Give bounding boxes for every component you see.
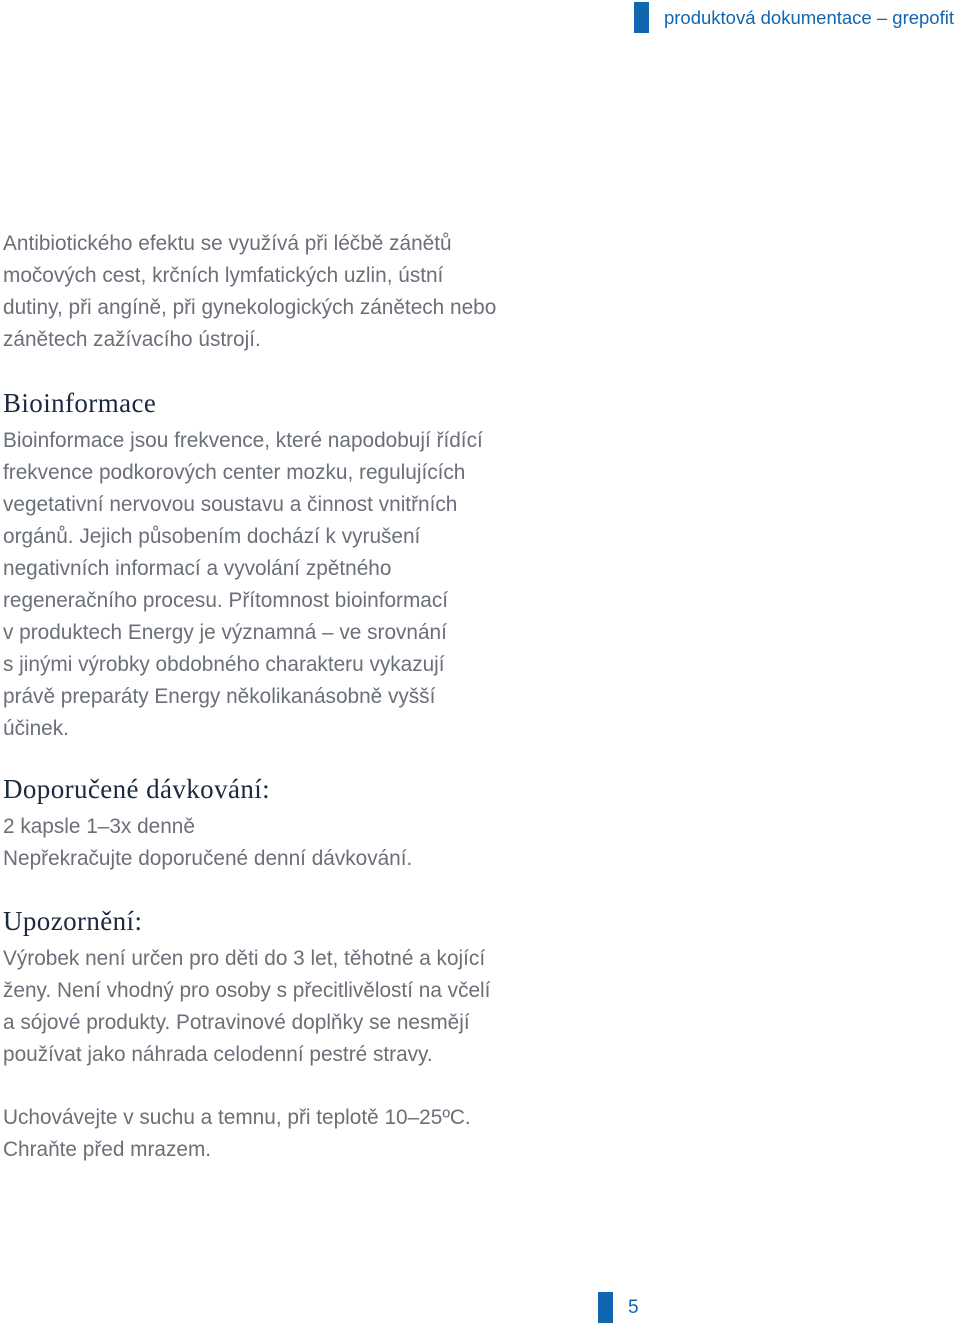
- intro-line: zánětech zažívacího ústrojí.: [3, 328, 261, 351]
- page-header: [634, 2, 954, 33]
- davkovani-line: Nepřekračujte doporučené denní dávkování.: [3, 847, 413, 870]
- bioinformace-line: frekvence podkorových center mozku, regulujících: [3, 461, 466, 484]
- footer-accent-bar: [598, 1292, 613, 1323]
- intro-line: Antibiotického efektu se využívá při léčbě zánětů: [3, 232, 452, 255]
- skladovani-paragraph: [3, 1102, 471, 1166]
- bioinformace-paragraph: [3, 425, 483, 745]
- intro-paragraph: [3, 228, 496, 356]
- bioinformace-line: vegetativní nervovou soustavu a činnost vnitřních: [3, 493, 458, 516]
- page-number: 5: [628, 1296, 639, 1318]
- skladovani-line: Chraňte před mrazem.: [3, 1138, 212, 1161]
- bioinformace-heading: Bioinformace: [3, 388, 157, 418]
- bioinformace-line: regeneračního procesu. Přítomnost bioinformací: [3, 589, 449, 612]
- bioinformace-line: orgánů. Jejich působením dochází k vyrušení: [3, 525, 421, 548]
- header-title: produktová dokumentace – grepofit: [663, 6, 954, 28]
- upozorneni-paragraph: [3, 943, 490, 1071]
- upozorneni-heading: Upozornění:: [3, 906, 143, 936]
- bioinformace-line: Bioinformace jsou frekvence, které napodobují řídící: [3, 429, 483, 452]
- upozorneni-line: a sójové produkty. Potravinové doplňky se nesmějí: [3, 1011, 470, 1034]
- bioinformace-line: s jinými výrobky obdobného charakteru vykazují: [3, 653, 445, 676]
- bioinformace-line: v produktech Energy je významná – ve srovnání: [3, 621, 447, 644]
- bioinformace-line: právě preparáty Energy několikanásobně vyšší: [3, 685, 436, 708]
- skladovani-line: Uchovávejte v suchu a temnu, při teplotě 10–25ºC.: [3, 1106, 471, 1129]
- upozorneni-line: používat jako náhrada celodenní pestré stravy.: [3, 1043, 433, 1066]
- upozorneni-line: Výrobek není určen pro děti do 3 let, těhotné a kojící: [3, 947, 486, 970]
- page-footer: [598, 1292, 639, 1323]
- davkovani-heading: Doporučené dávkování:: [3, 774, 271, 804]
- header-accent-bar: [634, 2, 649, 33]
- davkovani-paragraph: [3, 811, 412, 875]
- intro-line: močových cest, krčních lymfatických uzlin, ústní: [3, 264, 444, 287]
- upozorneni-line: ženy. Není vhodný pro osoby s přecitlivělostí na včelí: [3, 979, 491, 1002]
- davkovani-line: 2 kapsle 1–3x denně: [3, 815, 195, 838]
- intro-line: dutiny, při angíně, při gynekologických zánětech nebo: [3, 296, 497, 319]
- bioinformace-line: negativních informací a vyvolání zpětného: [3, 557, 392, 580]
- bioinformace-line: účinek.: [3, 717, 69, 740]
